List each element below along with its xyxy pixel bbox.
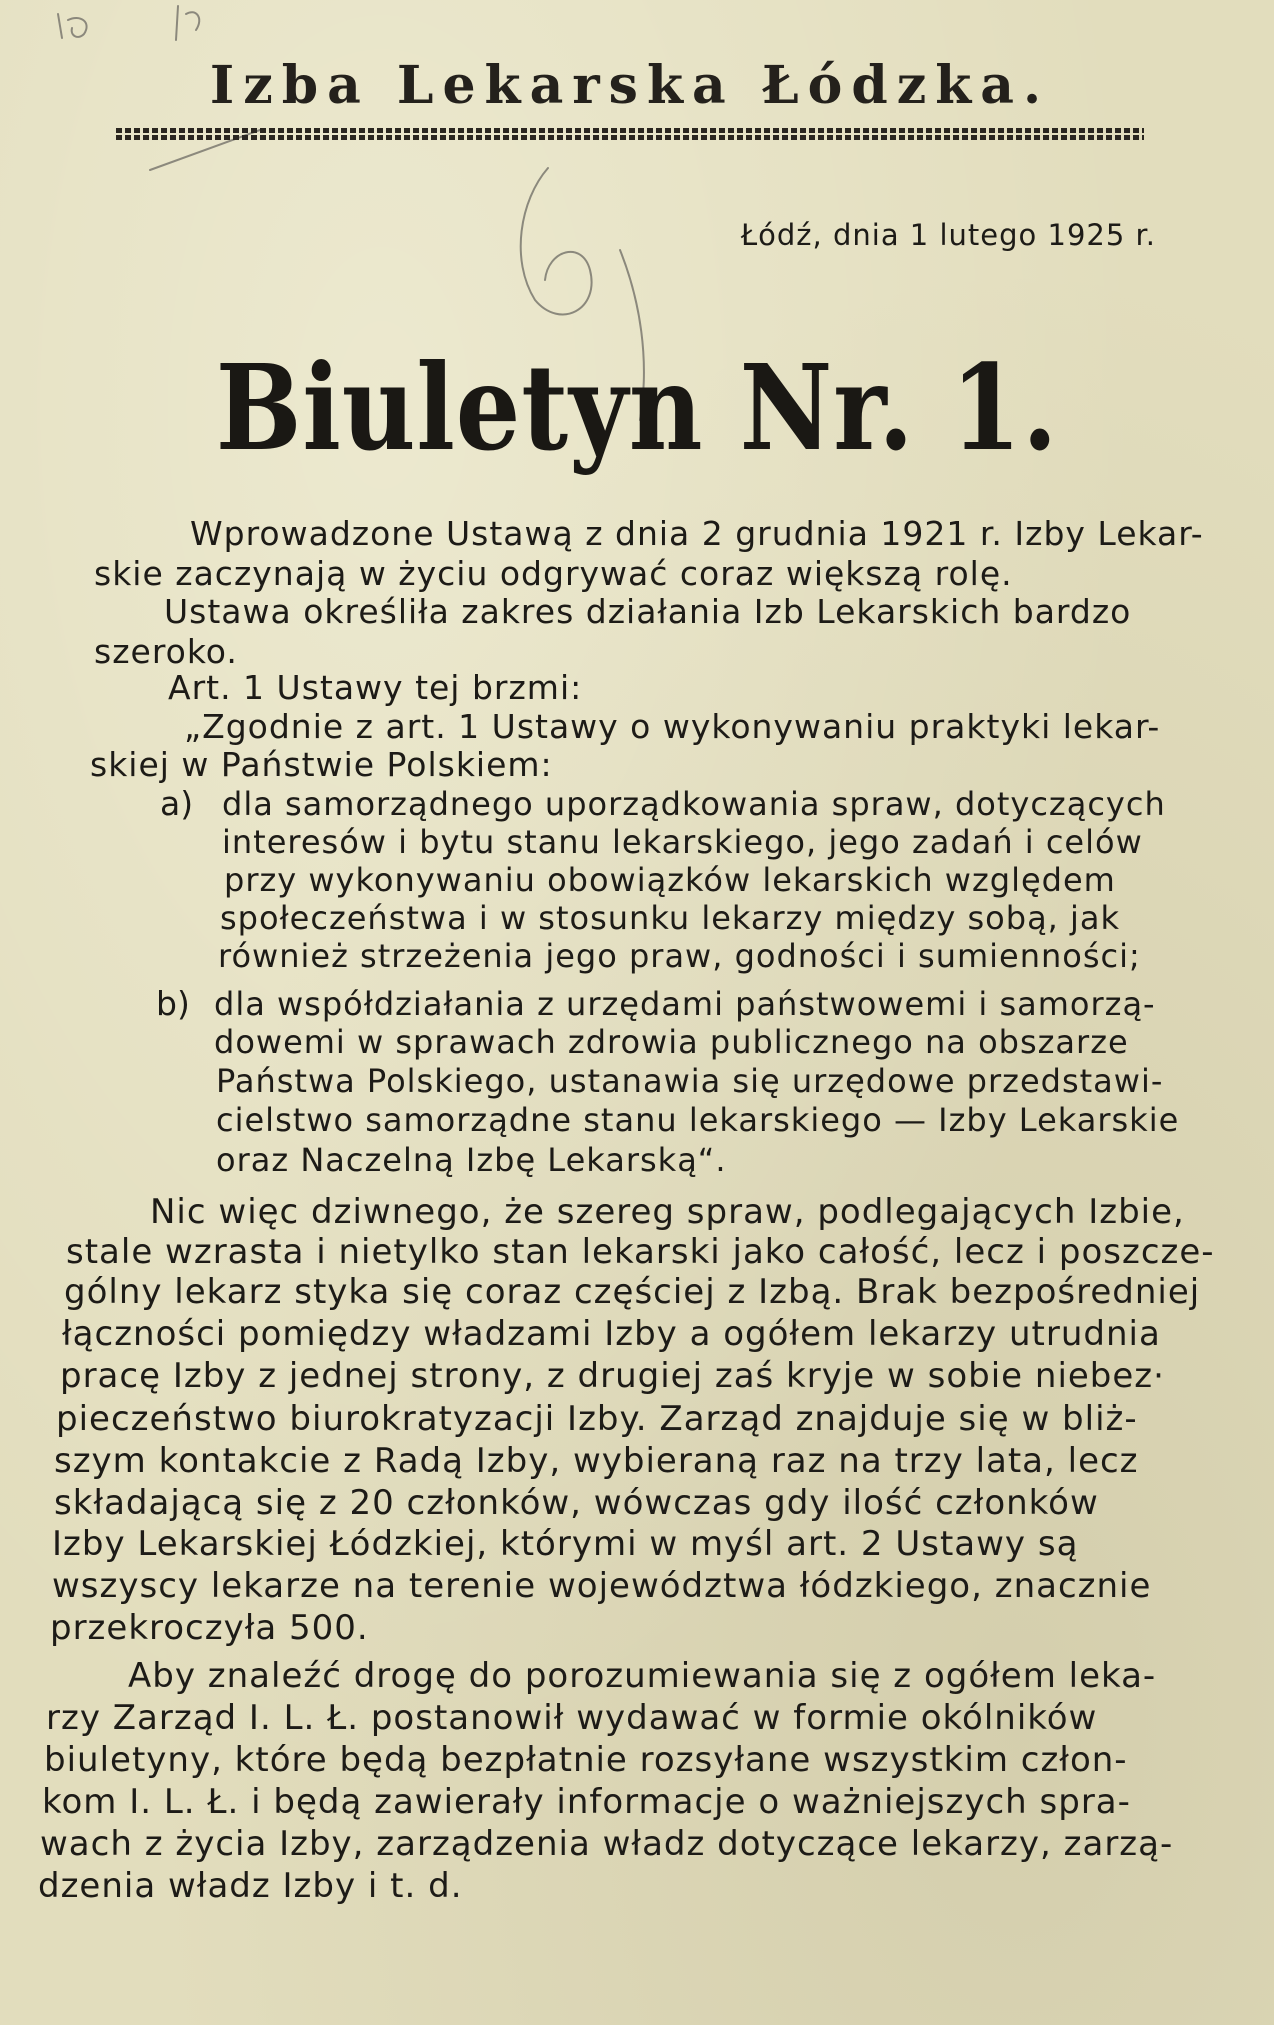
text-line: stale wzrasta i nietylko stan lekarski jako całość, lecz i poszcze-: [66, 1232, 1215, 1272]
text-line: dzenia władz Izby i t. d.: [38, 1866, 463, 1906]
list-label: a): [160, 784, 194, 823]
text-line: Nic więc dziwnego, że szereg spraw, podlegających Izbie,: [150, 1192, 1185, 1232]
text-line: Wprowadzone Ustawą z dnia 2 grudnia 1921 r. Izby Lekar-: [190, 514, 1204, 553]
text-line: Art. 1 Ustawy tej brzmi:: [168, 668, 583, 707]
text-line: biuletyny, które będą bezpłatnie rozsyłane wszystkim człon-: [44, 1740, 1128, 1780]
text-line: łączności pomiędzy władzami Izby a ogółem lekarzy utrudnia: [62, 1314, 1161, 1354]
list-item-line: Państwa Polskiego, ustanawia się urzędowe przedstawi-: [216, 1062, 1164, 1100]
list-item-line: dla samorządnego uporządkowania spraw, dotyczących: [222, 785, 1166, 823]
list-item-line: dla współdziałania z urzędami państwowemi i samorzą-: [214, 985, 1156, 1023]
text-line: pracę Izby z jednej strony, z drugiej zaś kryje w sobie niebez·: [60, 1356, 1165, 1396]
list-item-line: społeczeństwa i w stosunku lekarzy między sobą, jak: [220, 899, 1121, 937]
list-label: b): [156, 984, 190, 1023]
list-item-line: cielstwo samorządne stanu lekarskiego — Izby Lekarskie: [216, 1101, 1180, 1139]
text-line: gólny lekarz styka się coraz częściej z Izbą. Brak bezpośredniej: [64, 1272, 1201, 1312]
list-item-line: dowemi w sprawach zdrowia publicznego na obszarze: [214, 1023, 1129, 1061]
text-line: pieczeństwo biurokratyzacji Izby. Zarząd znajduje się w bliż-: [56, 1399, 1138, 1439]
list-item-line: również strzeżenia jego praw, godności i sumienności;: [218, 937, 1141, 975]
text-line: wszyscy lekarze na terenie województwa łódzkiego, znacznie: [52, 1566, 1152, 1606]
bulletin-title: Biuletyn Nr. 1.: [215, 338, 1059, 477]
text-line: skiej w Państwie Polskiem:: [90, 745, 553, 784]
text-line: rzy Zarząd I. L. Ł. postanowił wydawać w formie okólników: [46, 1698, 1098, 1738]
text-line: Ustawa określiła zakres działania Izb Lekarskich bardzo: [164, 592, 1132, 631]
text-line: szeroko.: [94, 632, 238, 671]
text-line: składającą się z 20 członków, wówczas gdy ilość członków: [54, 1483, 1099, 1523]
text-line: szym kontakcie z Radą Izby, wybieraną raz na trzy lata, lecz: [54, 1441, 1139, 1481]
list-item-line: przy wykonywaniu obowiązków lekarskich względem: [224, 861, 1116, 899]
text-line: „Zgodnie z art. 1 Ustawy o wykonywaniu praktyki lekar-: [184, 707, 1161, 746]
text-line: kom I. L. Ł. i będą zawierały informacje o ważniejszych spra-: [42, 1782, 1131, 1822]
text-line: skie zaczynają w życiu odgrywać coraz większą rolę.: [94, 554, 1013, 593]
header-divider: [116, 128, 1144, 140]
organization-header: Izba Lekarska Łódzka.: [209, 55, 1051, 116]
text-line: Aby znaleźć drogę do porozumiewania się z ogółem leka-: [128, 1656, 1157, 1696]
document-date: Łódź, dnia 1 lutego 1925 r.: [740, 218, 1156, 252]
text-line: przekroczyła 500.: [50, 1608, 369, 1648]
text-line: wach z życia Izby, zarządzenia władz dotyczące lekarzy, zarzą-: [40, 1824, 1174, 1864]
list-item-line: interesów i bytu stanu lekarskiego, jego zadań i celów: [222, 823, 1143, 861]
text-line: Izby Lekarskiej Łódzkiej, którymi w myśl art. 2 Ustawy są: [52, 1524, 1079, 1564]
list-item-line: oraz Naczelną Izbę Lekarską“.: [216, 1141, 727, 1179]
